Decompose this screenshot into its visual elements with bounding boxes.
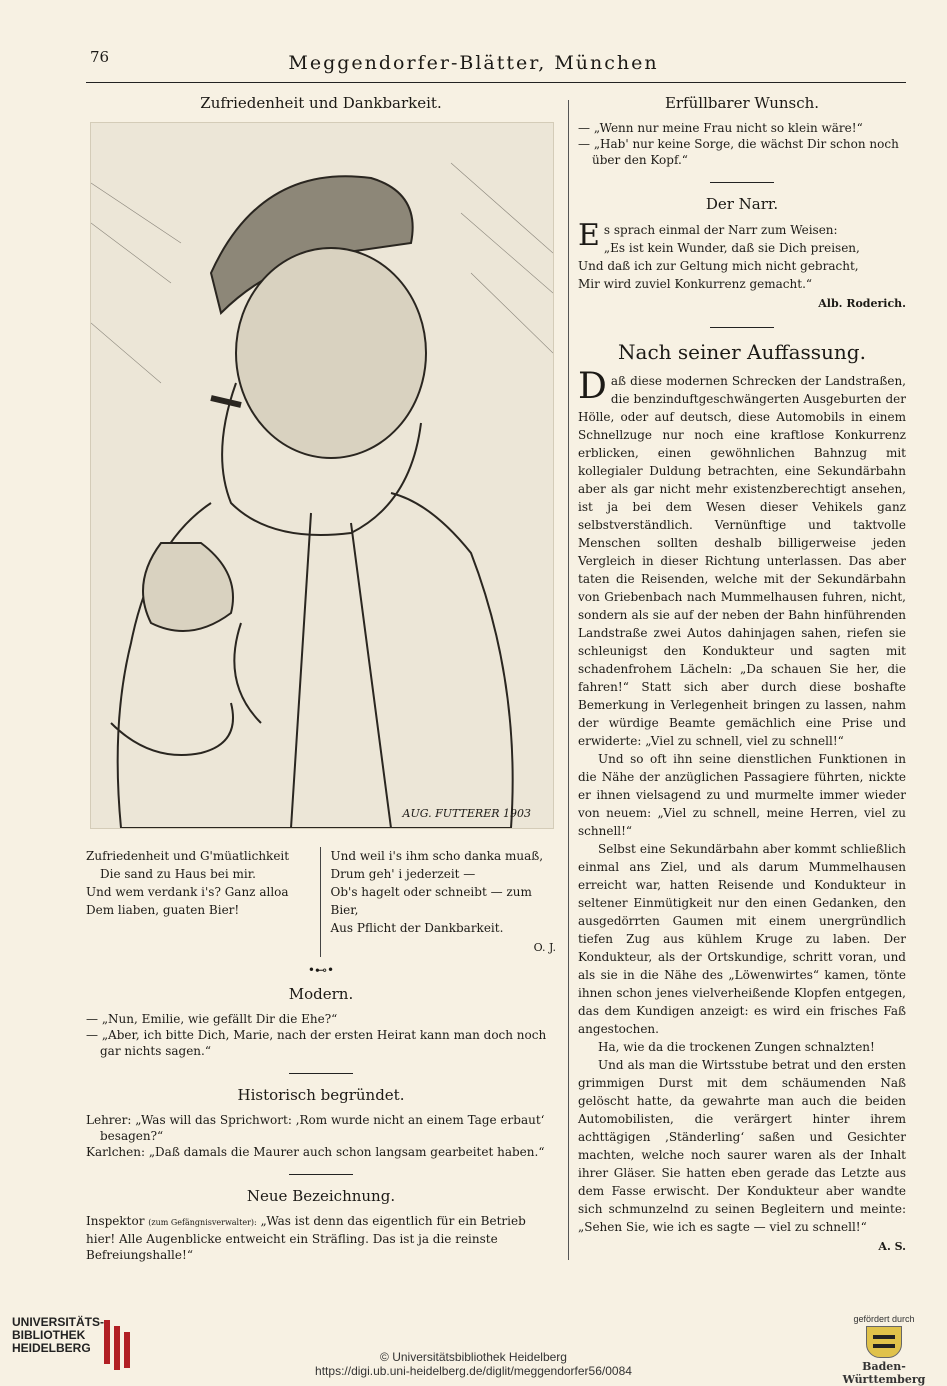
poem-line: „Es ist kein Wunder, daß sie Dich preisen,: [603, 241, 860, 255]
poem-column-2: [331, 847, 557, 957]
story-auffassung: [578, 366, 906, 1256]
poem-line: Die sand zu Haus bei mir.: [100, 867, 256, 881]
story-paragraph: Und als man die Wirtsstube betrat und den ersten grimmigen Durst mit dem schäumenden Naß gelöscht hatte, da gewahrte man auch die beiden Automobilisten, die verärgert hinter ihrem achttägigen ‚Ständerling‘ saßen und Gesichter machten, welche noch saurer waren als der Inhalt ihrer Gläser. Sie hatten eben gerade das Letzte aus dem Fasse erwischt. Der Kondukteur aber wandte sich schmunzelnd zu seinen Begleitern und meinte: „Sehen Sie, wie ich es sagte — viel zu schnell!“: [578, 1058, 906, 1234]
story-paragraph: Daß diese modernen Schrecken der Landstraßen, die benzinduftgeschwängerten Ausgeburten der Hölle, oder auf deutsch, diese Automobils in einem Schnellzuge nur noch eine kraftlose Konkurrenz erblicken, einen gewöhnlichen Bahnzug mit kollegialer Duldung betrachten, eine Sekundärbahn aber als gar nicht mehr existenzberechtigt ansehen, ist ja bei dem Wesen dieser Vehikels ganz selbstverständlich. Vernünftige und taktvolle Menschen sollten deshalb billigerweise jeden Vergleich in dieser Richtung unterlassen. Das aber taten die Reisenden, welche mit der Sekundärbahn von Griebenbach nach Mummelhausen fuhren, nicht, sondern als sie auf der neben der Bahn hinführenden Landstraße zwei Autos dahinjagen sahen, riefen sie schleunigst den Kondukteur und sagten mit schadenfrohem Lächeln: „Da schauen Sie her, die fahren!“ Statt sich aber durch diese boshafte Bemerkung in Verlegenheit bringen zu lassen, nahm der würdige Beamte gemächlich eine Prise und erwiderte: „Viel zu schnell, viel zu schnell!“: [578, 366, 906, 748]
header-rule: [86, 82, 906, 83]
poem-line: s sprach einmal der Narr zum Weisen:: [603, 223, 838, 237]
dialogue-line: — „Wenn nur meine Frau nicht so klein wäre!“: [578, 121, 863, 135]
speaker: Inspektor: [86, 1214, 145, 1228]
poem-line: Mir wird zuviel Konkurrenz gemacht.“: [578, 277, 813, 291]
dialogue-line: Lehrer: „Was will das Sprichwort: ‚Rom wurde nicht an einem Tage erbaut‘ besagen?“: [86, 1113, 545, 1143]
caricature-illustration: [90, 122, 554, 829]
source-url-link[interactable]: https://digi.ub.uni-heidelberg.de/diglit/meggendorfer56/0084: [315, 1364, 632, 1378]
ornament: •⊷•: [307, 963, 335, 977]
artist-signature: AUG. FUTTERER 1903: [402, 807, 531, 820]
poem-author: O. J.: [533, 941, 556, 954]
poem-line: Zufriedenheit und G'müatlichkeit: [86, 849, 290, 863]
anecdote-text: „Was ist denn das eigentlich für ein Betrieb hier! Alle Augenblicke entweicht ein Sträfling. Das ist ja die reinste Befreiungshalle!“: [86, 1214, 526, 1262]
dialogue-historisch: [86, 1112, 556, 1160]
page-number: 76: [90, 48, 110, 66]
section-title-historisch: Historisch begründet.: [237, 1086, 405, 1104]
dialogue-modern: [86, 1011, 556, 1059]
story-paragraph: Ha, wie da die trockenen Zungen schnalzten!: [598, 1040, 875, 1054]
text-neue-bezeichnung: [86, 1213, 556, 1263]
poem-line: Drum geh' i jederzeit —: [330, 867, 476, 881]
poem-line: Und weil i's ihm scho danka muaß,: [330, 849, 544, 863]
dialogue-line: — „Aber, ich bitte Dich, Marie, nach der ersten Heirat kann man doch noch gar nichts sagen.“: [86, 1028, 547, 1058]
copyright-text: © Universitätsbibliothek Heidelberg: [380, 1350, 567, 1364]
section-title-neue: Neue Bezeichnung.: [246, 1187, 396, 1205]
right-column: [578, 94, 906, 1256]
speaker-note: (zum Gefängnisverwalter):: [148, 1218, 257, 1227]
poem-column-1: [86, 847, 321, 957]
left-column: [86, 94, 556, 1263]
section-rule: [710, 327, 774, 328]
poem-line: Und daß ich zur Geltung mich nicht gebracht,: [578, 259, 859, 273]
story-paragraph: Selbst eine Sekundärbahn aber kommt schließlich einmal ans Ziel, und als darum Mummelhausen erreicht war, hatten Reisende und Kondukteur in seltener Einmütigkeit nur den einen Gedanken, den ausgedörrten Gaumen mit einem unergründlich tiefen Zug aus kühlem Kruge zu laben. Der Kondukteur, als der Ortskundige, schritt voran, und als sie in die Nähe des „Löwenwirtes“ kamen, tönte ihnen schon jenes vielverheißende Klopfen entgegen, das dem Kundigen anzeigt: es wird ein frisches Faß angestochen.: [578, 842, 906, 1036]
illustration-title: Zufriedenheit und Dankbarkeit.: [200, 94, 442, 112]
logo-line: UNIVERSITÄTS-: [12, 1315, 105, 1329]
footer-credits: [0, 1350, 947, 1378]
funded-by-label: gefördert durch: [853, 1314, 915, 1324]
dialogue-line: Karlchen: „Daß damals die Maurer auch schon langsam gearbeitet haben.“: [86, 1145, 545, 1159]
section-rule: [289, 1073, 353, 1074]
section-rule: [289, 1174, 353, 1175]
story-author: A. S.: [878, 1240, 906, 1253]
man-with-cigar-drawing: [91, 123, 553, 828]
poem-author: Alb. Roderich.: [818, 297, 906, 310]
dialogue-line: — „Hab' nur keine Sorge, die wächst Dir schon noch über den Kopf.“: [578, 137, 899, 167]
coat-of-arms-icon: [866, 1326, 902, 1358]
poem-line: Aus Pflicht der Dankbarkeit.: [330, 921, 504, 935]
anecdote-paragraph: [86, 1213, 556, 1263]
section-title-narr: Der Narr.: [705, 195, 779, 213]
poem-line: Dem liaben, guaten Bier!: [86, 903, 240, 917]
section-title-wunsch: Erfüllbarer Wunsch.: [664, 94, 820, 112]
poem-line: Und wem verdank i's? Ganz alloa: [86, 885, 289, 899]
funder-block: [830, 1314, 938, 1386]
poem-dankbarkeit: [86, 847, 556, 957]
masthead: Meggendorfer-Blätter, München: [288, 52, 659, 74]
section-rule: [710, 182, 774, 183]
funder-name: Baden-Württemberg: [842, 1360, 926, 1386]
poem-narr: [578, 218, 906, 313]
story-paragraph: Und so oft ihn seine dienstlichen Funktionen in die Nähe der anzüglichen Passagiere führten, nickte er ihnen vielsagend zu und murmelte immer wieder von neuem: „Viel zu schnell, meine Herren, viel zu schnell!“: [578, 752, 906, 838]
drop-cap: E: [578, 218, 600, 253]
section-title-modern: Modern.: [288, 985, 354, 1003]
section-title-auffassung: Nach seiner Auffassung.: [618, 340, 866, 364]
poem-line: Ob's hagelt oder schneibt — zum Bier,: [330, 885, 532, 917]
logo-line: BIBLIOTHEK: [12, 1328, 86, 1342]
dialogue-wunsch: [578, 120, 906, 168]
dialogue-line: — „Nun, Emilie, wie gefällt Dir die Ehe?“: [86, 1012, 338, 1026]
column-divider: [568, 100, 569, 1260]
logo-line: HEIDELBERG: [12, 1341, 91, 1355]
